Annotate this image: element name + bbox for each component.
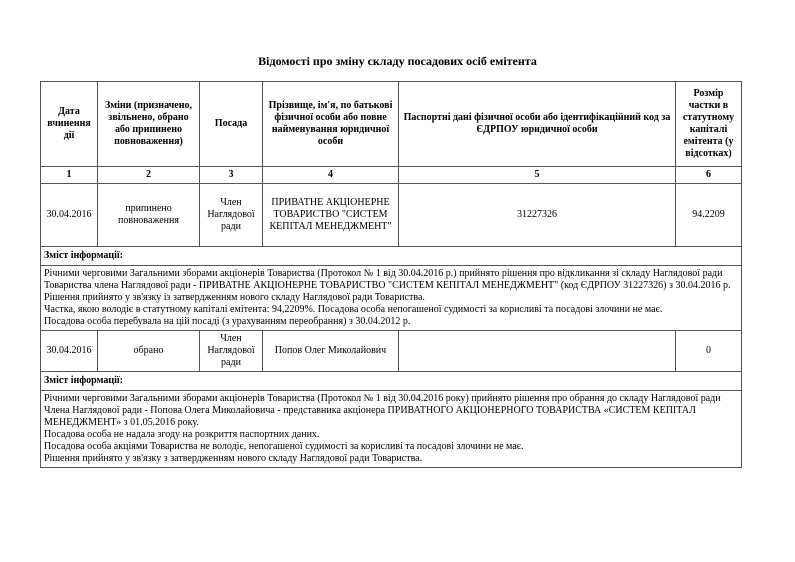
record-name: ПРИВАТНЕ АКЦІОНЕРНЕ ТОВАРИСТВО "СИСТЕМ КЕПІТАЛ МЕНЕДЖМЕНТ" [263,184,399,247]
info-paragraph: Частка, якою володіє в статутному капіталі емітента: 94,2209%. Посадова особа непогашеної судимості за корисливі та посадові злочини не має. [44,304,663,315]
info-paragraph: Посадова особа акціями Товариства не володіє, непогашеної судимості за корисливі та посадові злочини не має. [44,441,524,452]
table-row [41,331,742,372]
section-label: Зміст інформації: [41,247,742,266]
header-name: Прізвище, ім'я, по батькові фізичної особи або повне найменування юридичної особи [263,82,399,167]
record-position: Член Наглядової ради [200,184,263,247]
record-date: 30.04.2016 [41,331,98,372]
section-label: Зміст інформації: [41,372,742,391]
info-row [41,266,742,331]
column-number: 2 [98,167,200,184]
record-change: обрано [98,331,200,372]
column-number: 6 [676,167,742,184]
column-number: 1 [41,167,98,184]
table-row [41,184,742,247]
record-passport [399,331,676,372]
page-title: Відомості про зміну складу посадових осіб емітента [258,54,537,68]
column-number: 4 [263,167,399,184]
info-paragraph: Посадова особа перебувала на цій посаді (з урахуванням переобрання) з 30.04.2012 р. [44,316,411,327]
record-name: Попов Олег Миколайович [263,331,399,372]
header-position: Посада [200,82,263,167]
header-passport: Паспортні дані фізичної особи або ідентифікаційний код за ЄДРПОУ юридичної особи [399,82,676,167]
column-number: 3 [200,167,263,184]
info-row [41,391,742,468]
column-number-row [41,167,742,184]
record-passport: 31227326 [399,184,676,247]
column-number: 5 [399,167,676,184]
header-change: Зміни (призначено, звільнено, обрано або припинено повноваження) [98,82,200,167]
record-date: 30.04.2016 [41,184,98,247]
record-position: Член Наглядової ради [200,331,263,372]
info-paragraph: Посадова особа не надала згоду на розкриття паспортних даних. [44,429,320,440]
section-label-row [41,372,742,391]
info-paragraph: Рішення прийнято у зв'язку з затвердженням нового складу Наглядової ради Товариства. [44,453,423,464]
record-share: 94.2209 [676,184,742,247]
record-info [41,391,742,468]
header-share: Розмір частки в статутному капіталі емітента (у відсотках) [676,82,742,167]
record-info [41,266,742,331]
header-row [41,82,742,167]
officials-change-table [40,81,742,468]
header-date: Дата вчинення дії [41,82,98,167]
section-label-row [41,247,742,266]
info-paragraph: Річними черговими Загальними зборами акціонерів Товариства (Протокол № 1 від 30.04.2016 р.) прийнято рішення про відкликання зі складу Наглядової ради Товариства члена Наглядової ради - ПРИВАТНЕ АКЦІОНЕРНЕ ТОВАРИСТВО "СИСТЕМ КЕПІТАЛ МЕНЕДЖМЕНТ" (код ЄДРПОУ 31227326) з 30.04.2016 р. Рішення прийнято у зв'язку із затвердженням нового складу Наглядової ради Товариства. [44,268,731,303]
record-share: 0 [676,331,742,372]
info-paragraph: Річними черговими Загальними зборами акціонерів Товариства (Протокол № 1 від 30.04.2016 року) прийнято рішення про обрання до складу Наглядової ради Члена Наглядової ради - Попова Олега Миколайовича - представника акціонера ПРИВАТНОГО АКЦІОНЕРНОГО ТОВАРИСТВА «СИСТЕМ КЕПІТАЛ МЕНЕДЖМЕНТ» з 01.05.2016 року. [44,393,721,428]
record-change: припинено повноваження [98,184,200,247]
